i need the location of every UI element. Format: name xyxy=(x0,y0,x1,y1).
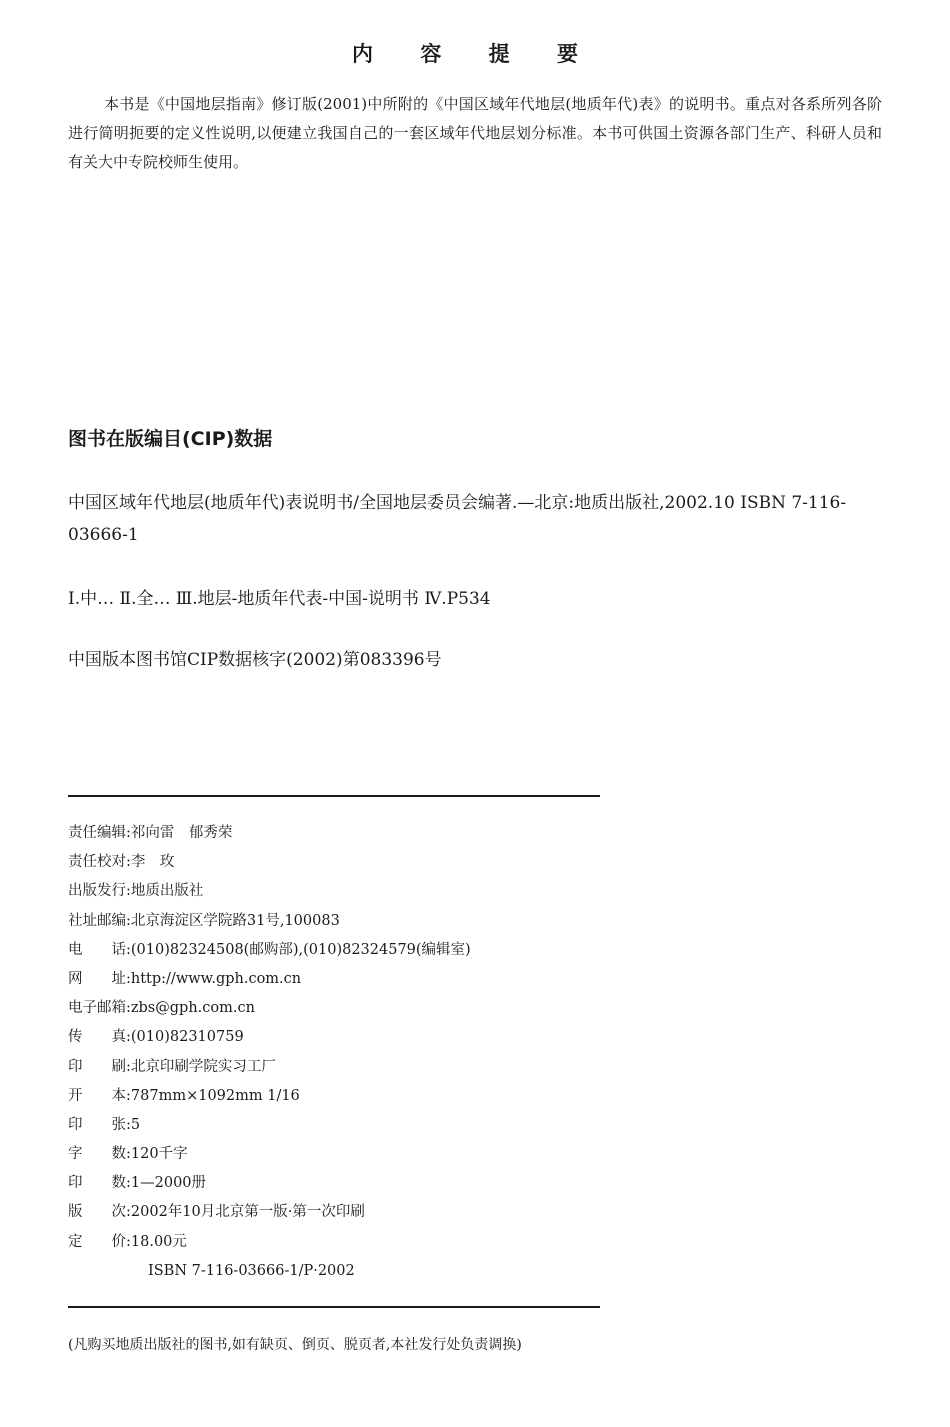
imprint-row xyxy=(68,1140,768,1169)
imprint-label: 责任校对: xyxy=(68,854,131,871)
imprint-row xyxy=(68,936,768,965)
imprint-row xyxy=(68,848,768,877)
footer-note: (凡购买地质出版社的图书,如有缺页、倒页、脱页者,本社发行处负责调换) xyxy=(68,1337,522,1353)
imprint-value: http://www.gph.com.cn xyxy=(130,970,302,987)
imprint-value: 5 xyxy=(130,1116,141,1133)
imprint-label: 印 刷: xyxy=(68,1058,131,1075)
imprint-row xyxy=(68,1169,768,1198)
divider-top xyxy=(68,795,600,797)
imprint-label: 版 次: xyxy=(68,1204,131,1221)
imprint-value: 地质出版社 xyxy=(130,883,204,900)
imprint-value: (010)82324508(邮购部),(010)82324579(编辑室) xyxy=(130,941,471,958)
imprint-label: 印 张: xyxy=(68,1116,131,1133)
summary-paragraph: 本书是《中国地层指南》修订版(2001)中所附的《中国区域年代地层(地质年代)表》的说明书。重点对各系所列各阶进行简明扼要的定义性说明,以便建立我国自己的一套区域年代地层划分标准。本书可供国土资源各部门生产、科研人员和有关大中专院校师生使用。 xyxy=(68,95,882,171)
imprint-row xyxy=(68,907,768,936)
imprint-value: 120千字 xyxy=(130,1146,188,1163)
imprint-label: 定 价: xyxy=(68,1233,131,1250)
imprint-label: 社址邮编: xyxy=(68,912,131,929)
imprint-label: 开 本: xyxy=(68,1087,131,1104)
imprint-row xyxy=(68,1111,768,1140)
imprint-value: 李 玫 xyxy=(130,854,175,871)
summary-title: 内 容 提 要 xyxy=(352,42,598,66)
cip-heading: 图书在版编目(CIP)数据 xyxy=(68,428,273,450)
isbn-line: ISBN 7-116-03666-1/P·2002 xyxy=(148,1262,355,1279)
imprint-value: 787mm×1092mm 1/16 xyxy=(130,1087,300,1104)
imprint-label: 责任编辑: xyxy=(68,825,131,841)
imprint-row xyxy=(68,819,768,848)
imprint-label: 字 数: xyxy=(68,1146,131,1163)
imprint-row xyxy=(68,1198,768,1227)
imprint-label: 网 址: xyxy=(68,970,131,987)
imprint-row xyxy=(68,1053,768,1082)
imprint-label: 电 话: xyxy=(68,941,131,958)
imprint-value: 2002年10月北京第一版·第一次印刷 xyxy=(130,1204,365,1221)
cip-core-data: 中国版本图书馆CIP数据核字(2002)第083396号 xyxy=(68,650,442,670)
imprint-value: 1—2000册 xyxy=(130,1175,207,1192)
imprint-value: 北京海淀区学院路31号,100083 xyxy=(130,912,340,929)
divider-bottom xyxy=(68,1306,600,1308)
imprint-value: 祁向雷 郁秀荣 xyxy=(130,825,233,841)
imprint-block xyxy=(68,819,768,1286)
imprint-label: 出版发行: xyxy=(68,883,131,900)
imprint-label: 电子邮箱: xyxy=(68,1000,131,1017)
imprint-row xyxy=(68,877,768,906)
imprint-value: (010)82310759 xyxy=(130,1029,244,1046)
imprint-value: 北京印刷学院实习工厂 xyxy=(130,1058,276,1075)
imprint-label: 印 数: xyxy=(68,1175,131,1192)
imprint-label: 传 真: xyxy=(68,1029,131,1046)
cip-entry: 中国区域年代地层(地质年代)表说明书/全国地层委员会编著.—北京:地质出版社,2002.10 ISBN 7-116-03666-1 xyxy=(68,493,847,545)
imprint-value: zbs@gph.com.cn xyxy=(130,1000,255,1017)
cip-subjects: Ⅰ.中… Ⅱ.全… Ⅲ.地层-地质年代表-中国-说明书 Ⅳ.P534 xyxy=(68,589,491,609)
imprint-row xyxy=(68,1228,768,1257)
imprint-row xyxy=(68,1023,768,1052)
imprint-row xyxy=(68,1082,768,1111)
imprint-row xyxy=(68,965,768,994)
imprint-row xyxy=(68,994,768,1023)
imprint-value: 18.00元 xyxy=(130,1233,187,1250)
